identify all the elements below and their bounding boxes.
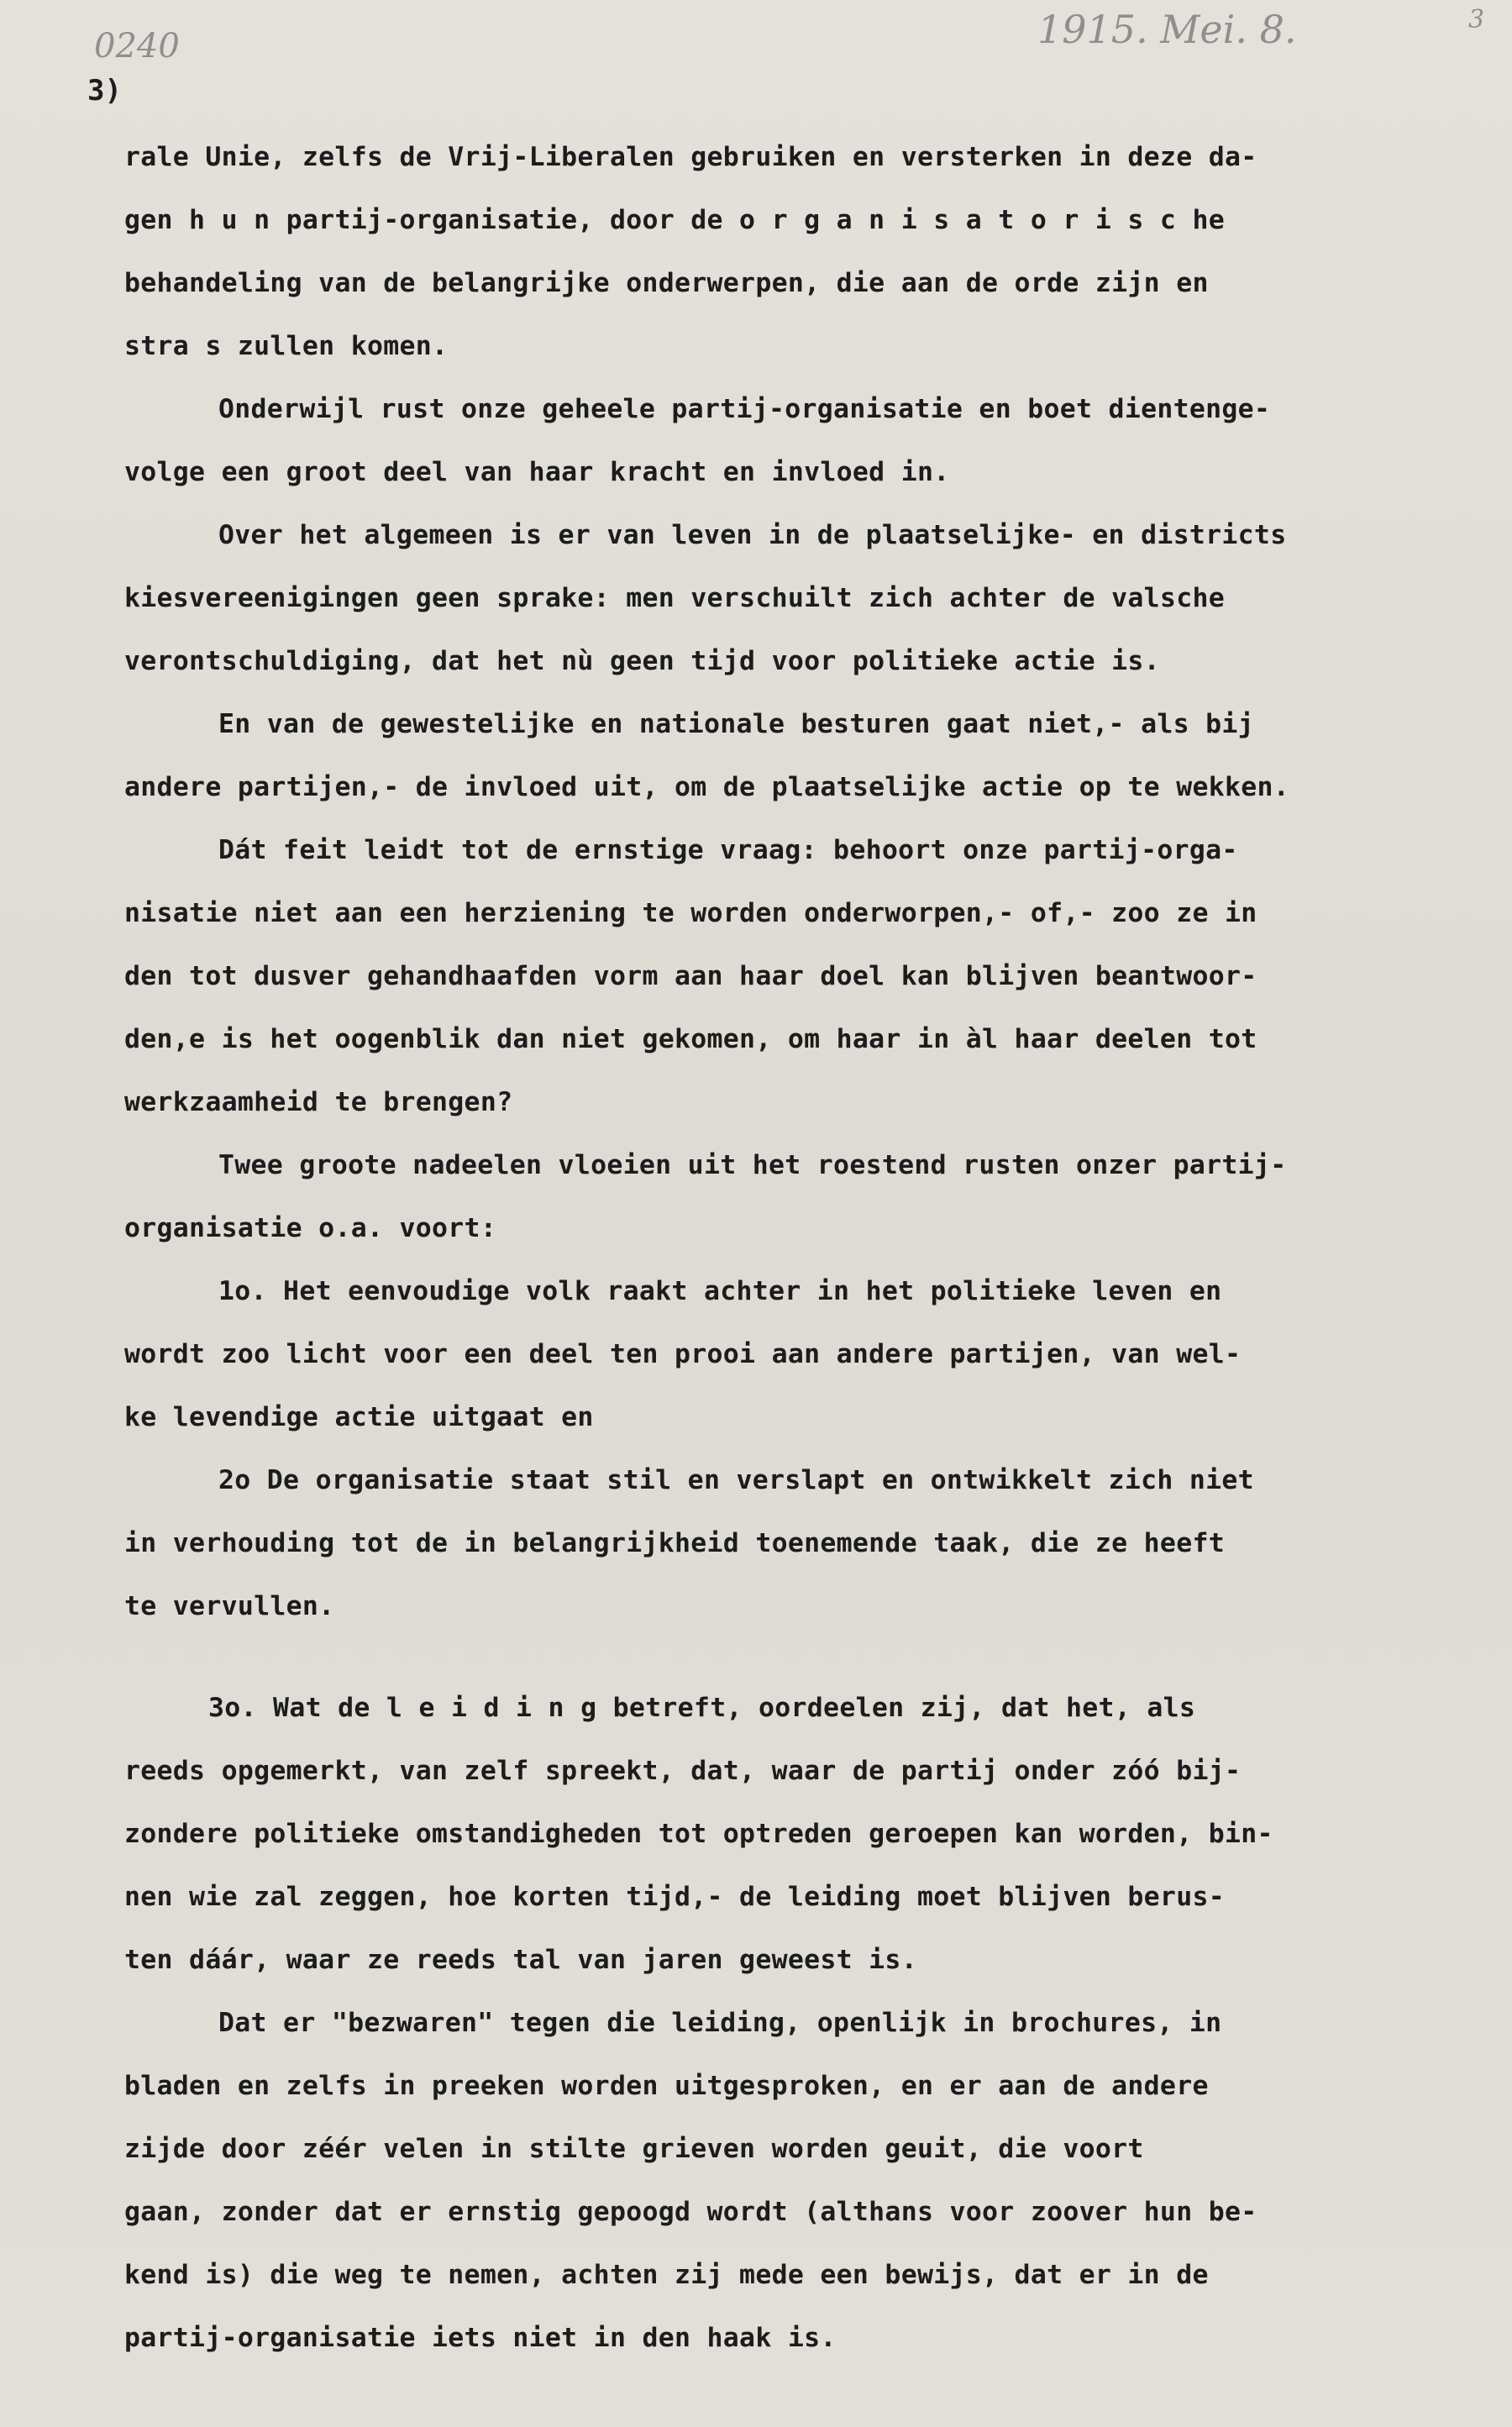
text-line: Dat er "bezwaren" tegen die leiding, openlijk in brochures, in [218, 2008, 1222, 2038]
text-line: werkzaamheid te brengen? [124, 1087, 513, 1117]
paragraph [124, 378, 1435, 504]
text-line: kend is) die weg te nemen, achten zij mede een bewijs, dat er in de [124, 2260, 1209, 2290]
text-line: gaan, zonder dat er ernstig gepoogd wordt (althans voor zoover hun be- [124, 2197, 1257, 2227]
text-line: gen h u n partij-organisatie, door de o r g a n i s a t o r i s c he [124, 205, 1225, 235]
text-line: volge een groot deel van haar kracht en invloed in. [124, 457, 950, 487]
text-line: te vervullen. [124, 1591, 335, 1621]
paragraph [124, 126, 1435, 378]
text-line: andere partijen,- de invloed uit, om de plaatselijke actie op te wekken. [124, 772, 1290, 802]
text-line: 2o De organisatie staat stil en verslapt en ontwikkelt zich niet [218, 1465, 1254, 1495]
text-line: wordt zoo licht voor een deel ten prooi aan andere partijen, van wel- [124, 1339, 1242, 1369]
text-line: rale Unie, zelfs de Vrij-Liberalen gebruiken en versterken in deze da- [124, 142, 1257, 172]
text-line: behandeling van de belangrijke onderwerpen, die aan de orde zijn en [124, 268, 1209, 298]
text-line: in verhouding tot de in belangrijkheid toenemende taak, die ze heeft [124, 1528, 1225, 1558]
paragraph [124, 504, 1435, 693]
text-line: kiesvereenigingen geen sprake: men verschuilt zich achter de valsche [124, 583, 1225, 613]
typed-body-text [124, 126, 1435, 2370]
section-gap [124, 1638, 1435, 1677]
paragraph [124, 1134, 1435, 1260]
text-line: reeds opgemerkt, van zelf spreekt, dat, waar de partij onder zóó bij- [124, 1756, 1242, 1786]
paragraph [124, 1677, 1435, 1992]
page-marker: 3) [87, 74, 122, 108]
text-line: zijde door zéér velen in stilte grieven worden geuit, die voort [124, 2134, 1144, 2164]
text-line: Twee groote nadeelen vloeien uit het roestend rusten onzer partij- [218, 1150, 1287, 1180]
paragraph [124, 1992, 1435, 2370]
text-line: organisatie o.a. voort: [124, 1213, 497, 1243]
text-line: stra s zullen komen. [124, 331, 449, 361]
text-line: verontschuldiging, dat het nù geen tijd voor politieke actie is. [124, 646, 1160, 676]
text-line: nisatie niet aan een herziening te worden onderworpen,- of,- zoo ze in [124, 898, 1257, 928]
archive-number-annotation: 0240 [94, 27, 180, 66]
paragraph [124, 1260, 1435, 1449]
text-line: ten dáár, waar ze reeds tal van jaren geweest is. [124, 1945, 917, 1975]
text-line: Over het algemeen is er van leven in de plaatselijke- en districts [218, 520, 1287, 550]
text-line: nen wie zal zeggen, hoe korten tijd,- de leiding moet blijven berus- [124, 1882, 1225, 1912]
paragraph [124, 693, 1435, 819]
text-line: Dát feit leidt tot de ernstige vraag: behoort onze partij-orga- [218, 835, 1238, 865]
text-line: den tot dusver gehandhaafden vorm aan haar doel kan blijven beantwoor- [124, 961, 1257, 991]
paragraph [124, 819, 1435, 1134]
text-line: Onderwijl rust onze geheele partij-organisatie en boet dientenge- [218, 394, 1271, 424]
text-line: En van de gewestelijke en nationale besturen gaat niet,- als bij [218, 709, 1254, 739]
text-line: partij-organisatie iets niet in den haak is. [124, 2323, 837, 2353]
text-line: zondere politieke omstandigheden tot optreden geroepen kan worden, bin- [124, 1819, 1273, 1849]
text-line: den,e is het oogenblik dan niet gekomen, om haar in àl haar deelen tot [124, 1024, 1257, 1054]
date-annotation: 1915. Mei. 8. [1037, 7, 1297, 52]
text-line: 3o. Wat de l e i d i n g betreft, oordeelen zij, dat het, als [208, 1693, 1196, 1723]
corner-number-annotation: 3 [1468, 5, 1485, 34]
text-line: bladen en zelfs in preeken worden uitgesproken, en er aan de andere [124, 2071, 1209, 2101]
text-line: 1o. Het eenvoudige volk raakt achter in het politieke leven en [218, 1276, 1222, 1306]
paragraph [124, 1449, 1435, 1638]
text-line: ke levendige actie uitgaat en [124, 1402, 594, 1432]
